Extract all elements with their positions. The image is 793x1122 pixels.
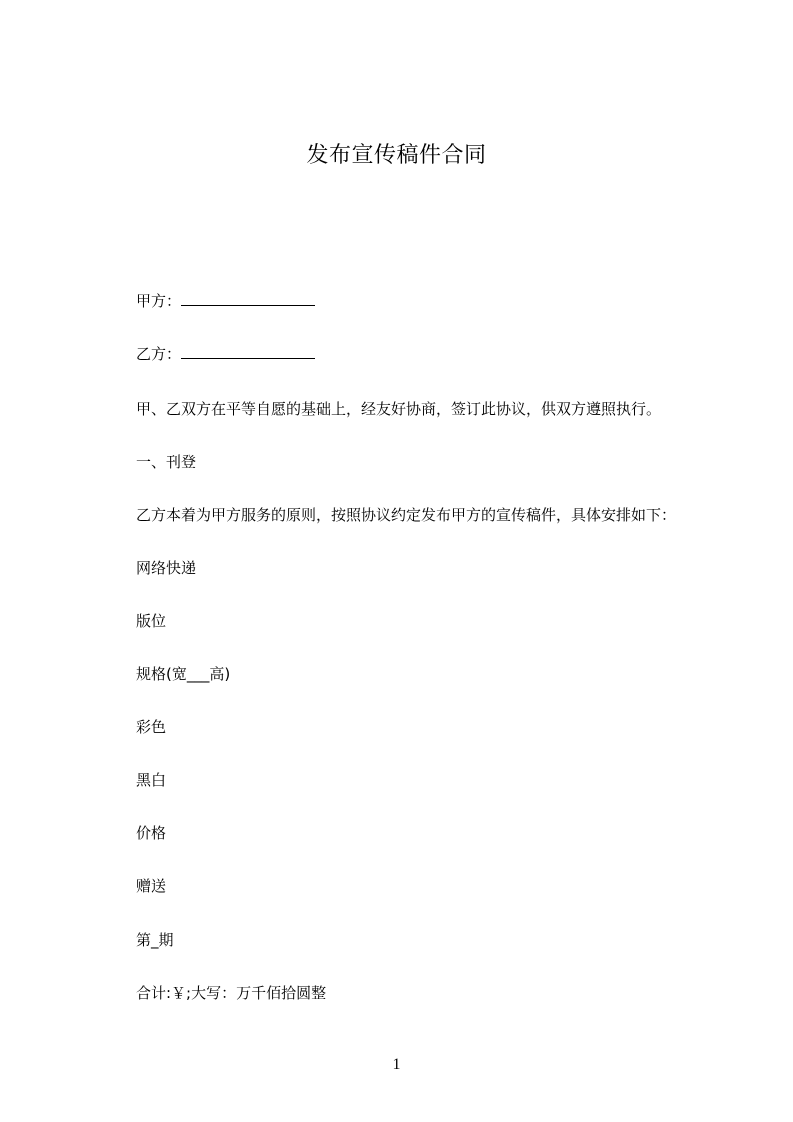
- list-item: 第_期: [136, 931, 174, 949]
- party-a-blank: [181, 291, 315, 306]
- list-item: 黑白: [136, 771, 167, 789]
- total-line: 合计:￥;大写：万千佰拾圆整: [136, 984, 327, 1002]
- party-b-line: [136, 343, 315, 365]
- page-title: 发布宣传稿件合同: [306, 143, 487, 168]
- section-heading: 一、刊登: [136, 453, 197, 471]
- list-item: 彩色: [136, 718, 167, 736]
- party-a-label: 甲方：: [136, 292, 182, 310]
- page-number: 1: [392, 1056, 401, 1073]
- list-item: 价格: [136, 824, 167, 842]
- party-b-label: 乙方：: [136, 345, 182, 363]
- intro-paragraph: 甲、乙双方在平等自愿的基础上，经友好协商，签订此协议，供双方遵照执行。: [136, 400, 662, 418]
- list-item: 规格(宽___高): [136, 665, 231, 683]
- list-item: 赠送: [136, 877, 167, 895]
- party-b-blank: [181, 344, 315, 359]
- list-item: 网络快递: [136, 559, 197, 577]
- section-paragraph: 乙方本着为甲方服务的原则，按照协议约定发布甲方的宣传稿件，具体安排如下：: [136, 506, 677, 524]
- list-item: 版位: [136, 612, 167, 630]
- party-a-line: [136, 290, 315, 312]
